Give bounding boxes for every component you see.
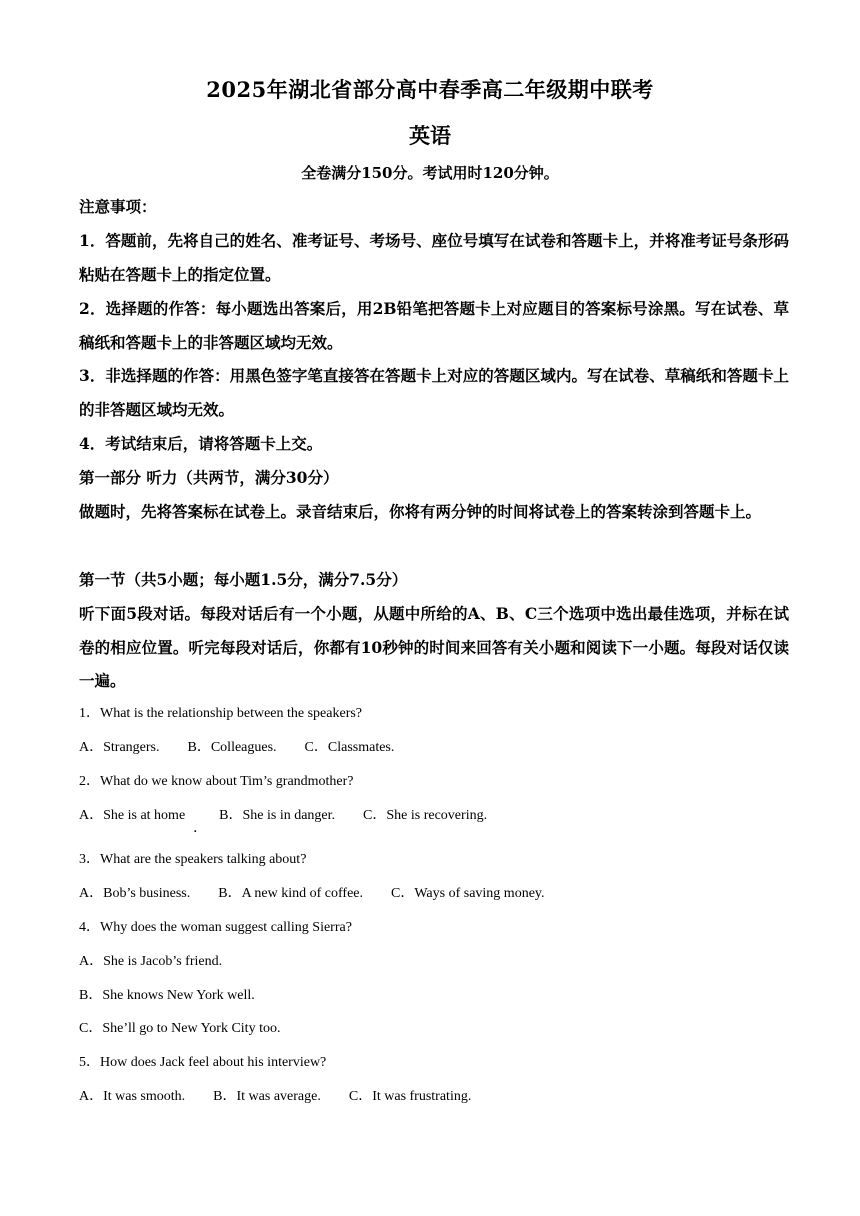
option-b: B．A new kind of coffee. bbox=[218, 886, 363, 901]
exam-title: 2025年湖北省部分高中春季高二年级期中联考 bbox=[206, 77, 654, 102]
option-a: A．She is at home bbox=[79, 808, 186, 823]
part1-instruction: 做题时，先将答案标在试卷上。录音结束后，你将有两分钟的时间将试卷上的答案转涂到答题卡上。 bbox=[79, 502, 762, 521]
question-3-options bbox=[79, 884, 789, 904]
question-1-stem: 1．What is the relationship between the speakers? bbox=[79, 706, 363, 721]
question-4-option-a: A．She is Jacob’s friend. bbox=[79, 954, 223, 969]
stray-mark: . bbox=[193, 820, 198, 836]
notice-item-3: 3．非选择题的作答：用黑色签字笔直接答在答题卡上对应的答题区域内。写在试卷、草稿纸和答题卡上的非答题区域均无效。 bbox=[79, 366, 789, 419]
question-5-options bbox=[79, 1087, 789, 1107]
question-4-option-b: B．She knows New York well. bbox=[79, 988, 255, 1003]
notice-item-4: 4．考试结束后，请将答题卡上交。 bbox=[79, 434, 323, 453]
option-b: B．Colleagues. bbox=[187, 740, 277, 755]
option-b: B．It was average. bbox=[213, 1089, 321, 1104]
subject-title: 英语 bbox=[409, 123, 451, 148]
part1-heading: 第一部分 听力（共两节，满分30分） bbox=[79, 468, 339, 487]
option-c: C．Classmates. bbox=[304, 740, 395, 755]
option-b: B．She is in danger. bbox=[219, 808, 336, 823]
question-3-stem: 3．What are the speakers talking about? bbox=[79, 852, 307, 867]
option-a: A．Strangers. bbox=[79, 740, 160, 755]
question-4-stem: 4．Why does the woman suggest calling Sierra? bbox=[79, 920, 352, 935]
question-2-stem: 2．What do we know about Tim’s grandmother? bbox=[79, 774, 354, 789]
notice-item-2: 2．选择题的作答：每小题选出答案后，用2B铅笔把答题卡上对应题目的答案标号涂黑。写在试卷、草稿纸和答题卡上的非答题区域均无效。 bbox=[79, 299, 789, 352]
question-4-option-c: C．She’ll go to New York City too. bbox=[79, 1021, 281, 1036]
score-line: 全卷满分150分。考试用时120分钟。 bbox=[301, 164, 559, 182]
option-c: C．It was frustrating. bbox=[348, 1089, 472, 1104]
option-c: C．Ways of saving money. bbox=[391, 886, 545, 901]
option-a: A．Bob’s business. bbox=[79, 886, 191, 901]
notice-item-1: 1．答题前，先将自己的姓名、准考证号、考场号、座位号填写在试卷和答题卡上，并将准考证号条形码粘贴在答题卡上的指定位置。 bbox=[79, 231, 789, 284]
option-a: A．It was smooth. bbox=[79, 1089, 186, 1104]
section1-instruction: 听下面5段对话。每段对话后有一个小题，从题中所给的A、B、C三个选项中选出最佳选项，并标在试卷的相应位置。听完每段对话后，你都有10秒钟的时间来回答有关小题和阅读下一小题。每段对话仅读一遍。 bbox=[79, 604, 789, 690]
notice-heading: 注意事项： bbox=[79, 197, 157, 216]
question-1-options bbox=[79, 738, 789, 758]
option-c: C．She is recovering. bbox=[363, 808, 488, 823]
section1-heading: 第一节（共5小题；每小题1.5分，满分7.5分） bbox=[79, 570, 408, 589]
question-5-stem: 5．How does Jack feel about his interview? bbox=[79, 1055, 327, 1070]
question-2-options bbox=[79, 806, 789, 826]
